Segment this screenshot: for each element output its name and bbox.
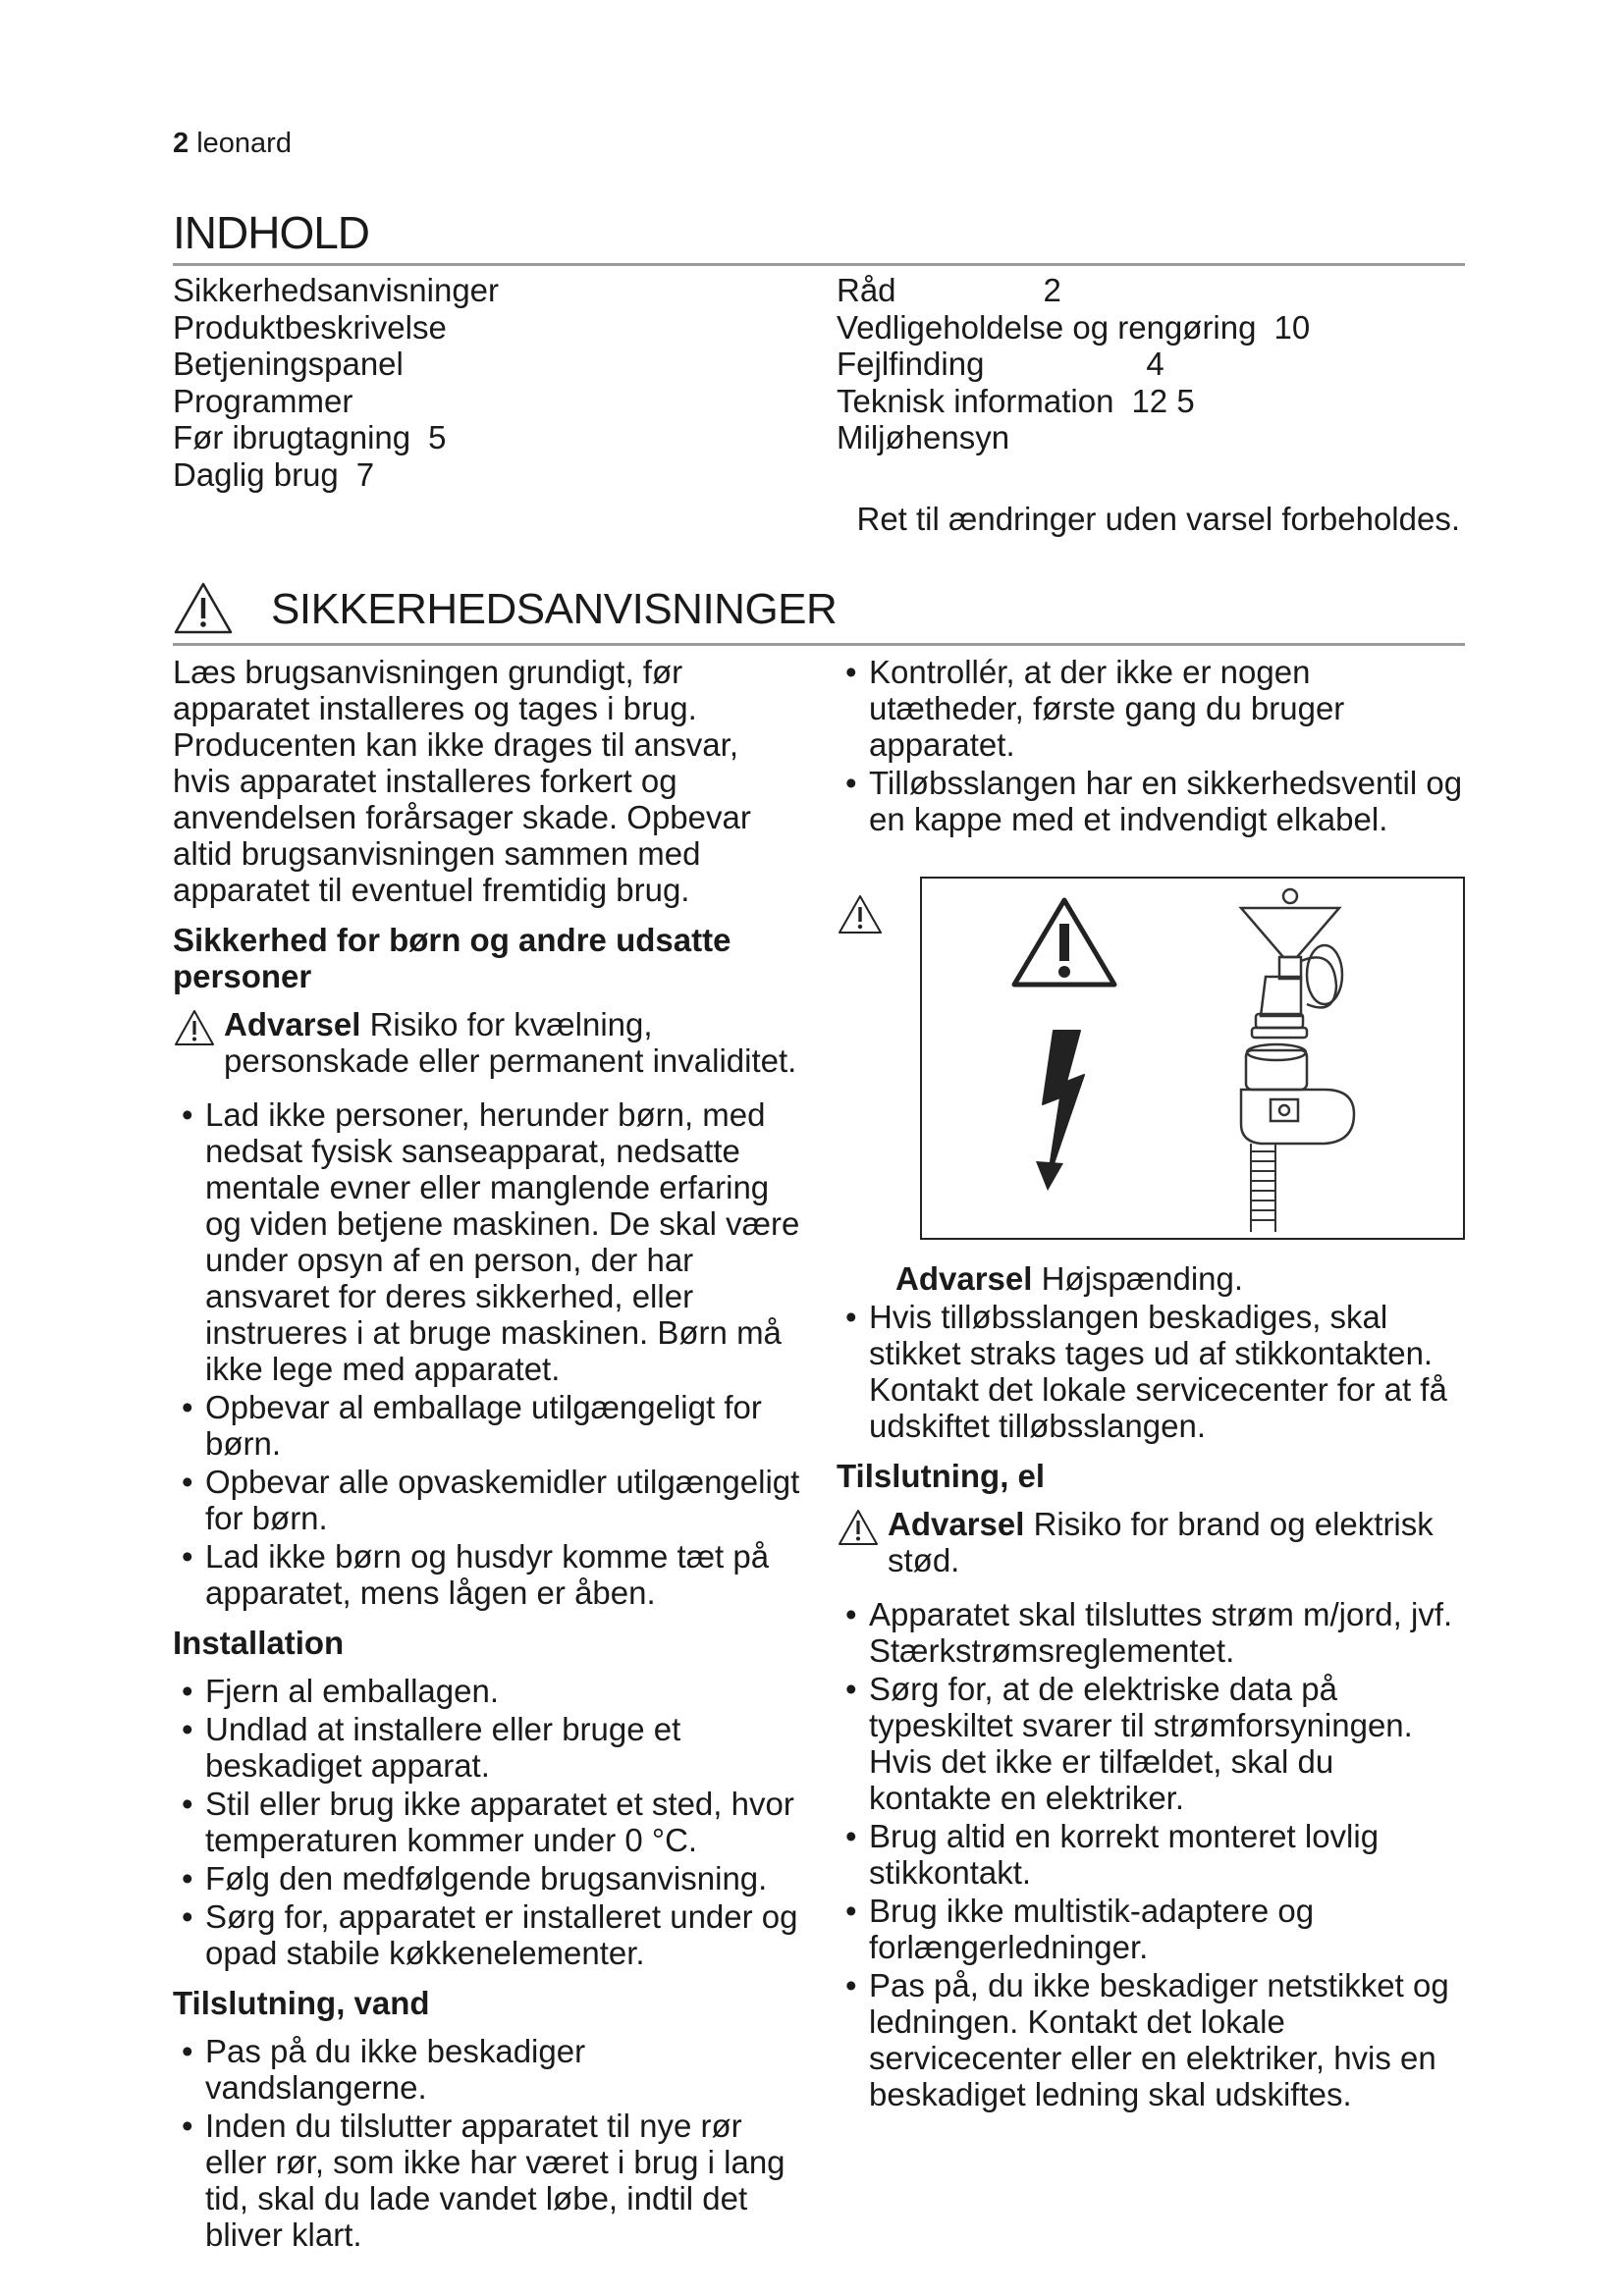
- list-item: • Opbevar alle opvaskemidler utilgængeligt for børn.: [182, 1464, 800, 1536]
- list-item: • Brug ikke multistik-adaptere og forlængerledninger.: [845, 1893, 1315, 1965]
- toc-left-column: [173, 272, 801, 493]
- toc-item[interactable]: Programmer: [173, 382, 353, 419]
- intro-paragraph: Læs brugsanvisningen grundigt, før apparatet installeres og tages i brug. Producenten kan ikke drages til ansvar, hvis apparatet installeres forkert og anvendelsen forårsager skade. Opbevar altid brugsanvisningen sammen med apparatet til eventuel fremtidig brug.: [173, 654, 751, 908]
- warning-triangle-icon: [1014, 900, 1114, 985]
- warning-triangle-icon: [837, 1506, 888, 1554]
- left-column: [173, 654, 801, 2255]
- brand-name: leonard: [196, 128, 292, 159]
- toc-item[interactable]: Vedligeholdelse og rengøring 10: [837, 308, 1311, 346]
- inlet-hose-illustration: [920, 877, 1465, 1240]
- toc-item[interactable]: Betjeningspanel: [173, 346, 404, 382]
- list-item: • Pas på du ikke beskadiger vandslangerne.: [182, 2033, 586, 2106]
- toc-rule: [173, 263, 1465, 266]
- toc-item[interactable]: Daglig brug 7: [173, 455, 375, 493]
- list-item: • Sørg for, apparatet er installeret under og opad stabile køkkenelementer.: [182, 1898, 798, 1971]
- warning-triangle-icon: [837, 893, 884, 941]
- list-item: • Apparatet skal tilsluttes strøm m/jord, jvf. Stærkstrømsreglementet.: [845, 1596, 1453, 1669]
- list-item: • Stil eller brug ikke apparatet et sted, hvor temperaturen kommer under 0 °C.: [182, 1786, 794, 1858]
- toc-item[interactable]: Produktbeskrivelse: [173, 308, 447, 346]
- section-title: SIKKERHEDSANVISNINGER: [271, 585, 838, 633]
- toc-title: INDHOLD: [173, 207, 370, 258]
- warning-text: Højspænding.: [1041, 1260, 1244, 1297]
- children-warning: [173, 1006, 801, 1079]
- warning-text: Risiko for brand og elektrisk stød.: [888, 1506, 1434, 1578]
- warning-label: Advarsel: [895, 1260, 1033, 1297]
- safety-valve-icon: [1241, 889, 1342, 1038]
- list-item: • Brug altid en korrekt monteret lovlig stikkontakt.: [845, 1818, 1380, 1891]
- list-item: • Undlad at installere eller bruge et beskadiget apparat.: [182, 1711, 681, 1784]
- warning-triangle-icon: [173, 581, 234, 641]
- hose-connector-icon: [1241, 1044, 1354, 1144]
- installation-heading: Installation: [173, 1625, 345, 1661]
- toc-item[interactable]: Før ibrugtagning 5: [173, 419, 447, 455]
- voltage-warning: [837, 1260, 1465, 1297]
- list-item: • Pas på, du ikke beskadiger netstikket og ledningen. Kontakt det lokale servicecenter eller en elektriker, hvis en beskadiget ledning skal udskiftes.: [845, 1967, 1449, 2112]
- list-item: • Opbevar al emballage utilgængeligt for børn.: [182, 1389, 762, 1462]
- list-item: • Lad ikke personer, herunder børn, med nedsat fysisk sanseapparat, nedsatte mentale evner eller manglende erfaring og viden betjene maskinen. De skal være under opsyn af en person, der har ansvaret for deres sikkerhed, eller instrueres i at bruge maskinen. Børn må ikke lege med apparatet.: [182, 1096, 800, 1387]
- warning-label: Advarsel: [888, 1506, 1025, 1542]
- list-item: • Tilløbsslangen har en sikkerhedsventil og en kappe med et indvendigt elkabel.: [845, 765, 1463, 837]
- electric-warning: [837, 1506, 1465, 1578]
- section-rule: [173, 643, 1465, 646]
- change-notice: Ret til ændringer uden varsel forbeholdes.: [856, 501, 1460, 537]
- inlet-hose-icon: [1251, 1144, 1275, 1232]
- list-item: • Inden du tilslutter apparatet til nye rør eller rør, som ikke har været i brug i lang tid, skal du lade vandet løbe, indtil det bliver klart.: [182, 2108, 785, 2253]
- list-item: • Sørg for, at de elektriske data på typeskiltet svarer til strømforsyningen. Hvis det ikke er tilfældet, skal du kontakte en elektriker.: [845, 1671, 1413, 1816]
- right-column-top: [837, 654, 1465, 839]
- toc-right-column: [837, 272, 1465, 456]
- right-column-bottom: [837, 1260, 1465, 2114]
- toc-item[interactable]: Miljøhensyn: [837, 419, 1010, 455]
- page-number: 2: [173, 128, 189, 159]
- page-header: [173, 128, 292, 160]
- toc-item[interactable]: Råd 2: [837, 272, 1061, 308]
- list-item: • Hvis tilløbsslangen beskadiges, skal stikket straks tages ud af stikkontakten. Kontakt det lokale servicecenter for at få udskiftet tilløbsslangen.: [845, 1299, 1447, 1444]
- list-item: • Følg den medfølgende brugsanvisning.: [182, 1860, 768, 1896]
- toc-item[interactable]: Fejlfinding 4: [837, 346, 1164, 382]
- water-heading: Tilslutning, vand: [173, 1985, 430, 2021]
- toc-item[interactable]: Teknisk information 12 5: [837, 382, 1195, 419]
- electric-heading: Tilslutning, el: [837, 1458, 1046, 1494]
- list-item: • Lad ikke børn og husdyr komme tæt på apparatet, mens lågen er åben.: [182, 1538, 770, 1611]
- children-heading: Sikkerhed for børn og andre udsatte personer: [173, 922, 731, 994]
- warning-triangle-icon: [173, 1006, 224, 1054]
- high-voltage-icon: [1036, 1031, 1084, 1191]
- toc-item[interactable]: Sikkerhedsanvisninger: [173, 272, 500, 308]
- warning-label: Advarsel: [224, 1006, 361, 1042]
- list-item: • Kontrollér, at der ikke er nogen utætheder, første gang du bruger apparatet.: [845, 654, 1345, 763]
- list-item: • Fjern al emballagen.: [182, 1673, 499, 1709]
- warning-text: Risiko for kvælning, personskade eller permanent invaliditet.: [224, 1006, 797, 1079]
